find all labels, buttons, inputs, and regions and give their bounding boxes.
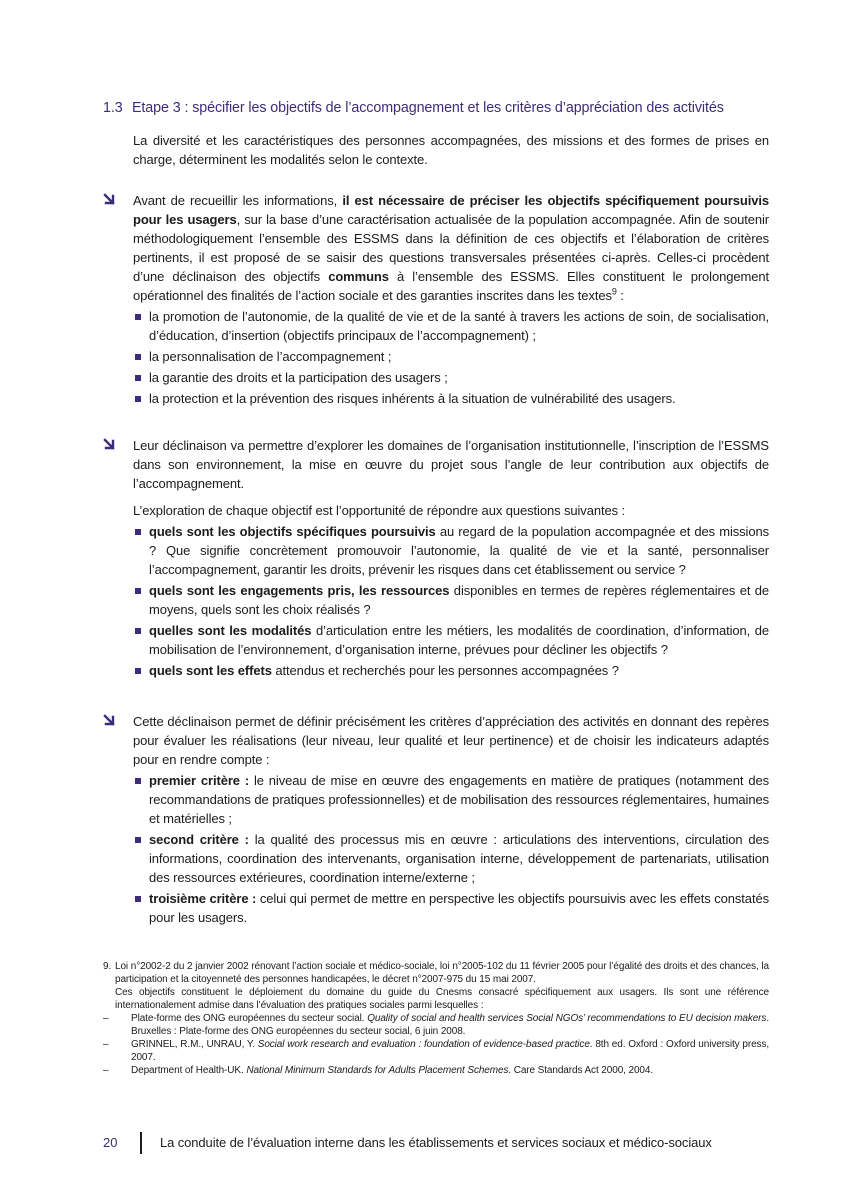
text-run: Celles-ci procèdent d’une déclinaison des objectifs	[133, 250, 770, 284]
paragraph: Leur déclinaison va permettre d’explorer les domaines de l’organisation institutionnelle, l’inscription de l’ESSMS dans son environnement, la mise en œuvre du projet sous l’angle de leur contribution aux objectifs de l’accompagnement.	[133, 438, 769, 491]
reference-text: . Bruxelles : Plate-forme des ONG européennes du secteur social, 6 juin 2008.	[131, 1013, 769, 1037]
reference-item	[103, 1012, 769, 1038]
list-item	[133, 389, 769, 408]
text-run: Avant de recueillir les informations,	[133, 193, 343, 208]
list-item	[133, 368, 769, 387]
square-bullet-icon	[135, 668, 141, 674]
footer-divider	[140, 1132, 142, 1154]
bullet-list	[133, 771, 769, 927]
arrow-down-right-icon	[103, 438, 117, 452]
section-number: 1.3	[103, 100, 123, 116]
paragraph: L’exploration de chaque objectif est l’opportunité de répondre aux questions suivantes :	[133, 503, 626, 518]
square-bullet-icon	[135, 529, 141, 535]
section-heading	[103, 100, 783, 116]
text-run: Afin de soutenir méthodologiquement l’ensemble des ESSMS dans la définition de ces objectifs et l’élaboration de critères pertinents, il est proposé de se saisir des questions transversales présentées ci-après.	[133, 212, 769, 265]
text-run: à l’ensemble des ESSMS. Elles constituent le prolongement opérationnel des finalités de l’action sociale et des garanties inscrites dans les textes	[133, 269, 769, 303]
square-bullet-icon	[135, 375, 141, 381]
arrow-down-right-icon	[103, 714, 117, 728]
reference-text: Plate-forme des ONG européennes du secteur social.	[131, 1013, 368, 1024]
list-item	[133, 581, 769, 619]
paragraph-block-objectives	[103, 191, 769, 410]
reference-title: National Minimum Standards for Adults Placement Schemes	[246, 1065, 509, 1076]
reference-text: GRINNEL, R.M., UNRAU, Y.	[131, 1039, 258, 1050]
text-run: :	[616, 288, 624, 303]
square-bullet-icon	[135, 628, 141, 634]
list-item	[133, 347, 769, 366]
square-bullet-icon	[135, 837, 141, 843]
square-bullet-icon	[135, 588, 141, 594]
footnotes	[103, 960, 769, 1077]
list-item	[133, 307, 769, 345]
list-item-text: d’articulation entre les métiers, les modalités de coordination, d’information, de mobilisation de l’environnement, d’organisation interne, prévues pour décliner les objectifs ?	[149, 623, 769, 657]
page-footer	[103, 1130, 783, 1156]
list-item-text: la qualité des processus mis en œuvre : articulations des interventions, circulation des informations, coordination des intervenants, organisation interne, développement de partenariats, utilisation des ressources extérieures, coordination interne/externe ;	[149, 832, 770, 885]
list-item-text: la protection et la prévention des risques inhérents à la situation de vulnérabilité des usagers.	[149, 391, 676, 406]
emphasis: quels sont les engagements pris, les ressources	[149, 583, 450, 598]
square-bullet-icon	[135, 396, 141, 402]
paragraph: Cette déclinaison permet de définir précisément les critères d’appréciation des activités en donnant des repères pour évaluer les réalisations (leur niveau, leur qualité et leur pertinence) et de choisir les indicateurs adaptés pour en rendre compte :	[133, 714, 769, 767]
list-item-text: au regard de la population accompagnée et des missions ? Que signifie concrètement promouvoir l’autonomie, la qualité de vie et la santé, personnaliser l’accompagnement, garantir les droits, prévenir les risques dans cet établissement ou service ?	[149, 524, 769, 577]
reference-title: Social work research and evaluation : foundation of evidence-based practice	[257, 1039, 590, 1050]
paragraph	[133, 191, 769, 305]
list-item	[133, 621, 769, 659]
emphasis: quelles sont les modalités	[149, 623, 312, 638]
reference-title: Quality of social and health services Social NGOs’ recommendations to EU decision makers	[367, 1013, 767, 1024]
bullet-list	[133, 307, 769, 408]
footnote-ref[interactable]: 9	[611, 286, 617, 297]
footer-title: La conduite de l’évaluation interne dans les établissements et services sociaux et médico-sociaux	[160, 1135, 712, 1150]
arrow-down-right-icon	[103, 193, 117, 207]
dash-marker: –	[103, 1013, 109, 1024]
list-item-text: celui qui permet de mettre en perspective les objectifs poursuivis avec les effets constatés pour les usagers.	[149, 891, 769, 925]
reference-text: . 8th ed. Oxford : Oxford university press, 2007.	[131, 1039, 770, 1063]
emphasis: quels sont les objectifs spécifiques poursuivis	[149, 524, 436, 539]
list-item	[133, 661, 769, 680]
square-bullet-icon	[135, 896, 141, 902]
reference-item	[103, 1064, 769, 1077]
list-item	[133, 889, 769, 927]
square-bullet-icon	[135, 354, 141, 360]
square-bullet-icon	[135, 314, 141, 320]
bullet-list	[133, 522, 769, 680]
page-number: 20	[103, 1135, 118, 1150]
paragraph-block-criteria	[103, 712, 769, 929]
emphasis: second critère :	[149, 832, 249, 847]
list-item-text: la personnalisation de l’accompagnement ;	[149, 349, 392, 364]
list-item	[133, 522, 769, 579]
dash-marker: –	[103, 1039, 109, 1050]
paragraph-block-exploration	[103, 436, 769, 682]
list-item-text: attendus et recherchés pour les personnes accompagnées ?	[271, 663, 619, 678]
reference-item	[103, 1038, 770, 1064]
section-intro: La diversité et les caractéristiques des personnes accompagnées, des missions et des formes de prises en charge, déterminent les modalités selon le contexte.	[133, 133, 769, 167]
emphasis: quels sont les effets	[149, 663, 272, 678]
text-run: , sur la base d’une caractérisation actualisée de la population accompagnée.	[236, 212, 676, 227]
footnote-text: Ces objectifs constituent le déploiement du domaine du guide du Cnesms consacré spécifiquement aux usagers. Ils sont une référence internationalement admise dans l’évaluation des pratiques sociales parmi lesquelles :	[115, 987, 769, 1011]
reference-text: . Care Standards Act 2000, 2004.	[508, 1065, 654, 1076]
list-item-text: le niveau de mise en œuvre des engagements en matière de pratiques (notamment des recommandations de pratiques professionnelles) et de mobilisation des ressources réglementaires, humaines et matérielles ;	[149, 773, 770, 826]
section-title: Etape 3 : spécifier les objectifs de l’accompagnement et les critères d’appréciation des activités	[132, 100, 724, 116]
emphasis: premier critère :	[149, 773, 250, 788]
emphasis: il est nécessaire de préciser les objectifs spécifiquement poursuivis pour les usagers	[133, 193, 769, 227]
list-item-text: disponibles en termes de repères réglementaires et de moyens, quels sont les choix réalisés ?	[149, 583, 769, 617]
emphasis: troisième critère :	[149, 891, 257, 906]
emphasis: communs	[328, 269, 389, 284]
footnote-number: 9.	[103, 961, 112, 972]
footnote-text: Loi n°2002-2 du 2 janvier 2002 rénovant l’action sociale et médico-sociale, loi n°2005-102 du 11 février 2005 pour l’égalité des droits et des chances, la participation et la citoyenneté des personnes handicapées, le décret n°2007-975 du 15 mai 2007.	[115, 961, 769, 985]
reference-text: Department of Health-UK.	[131, 1065, 247, 1076]
list-item	[133, 830, 769, 887]
list-item-text: la promotion de l’autonomie, de la qualité de vie et de la santé à travers les actions de soin, de socialisation, d’éducation, d’insertion (objectifs principaux de l’accompagnement) ;	[149, 309, 769, 343]
list-item	[133, 771, 769, 828]
square-bullet-icon	[135, 778, 141, 784]
list-item-text: la garantie des droits et la participation des usagers ;	[149, 370, 448, 385]
dash-marker: –	[103, 1065, 109, 1076]
